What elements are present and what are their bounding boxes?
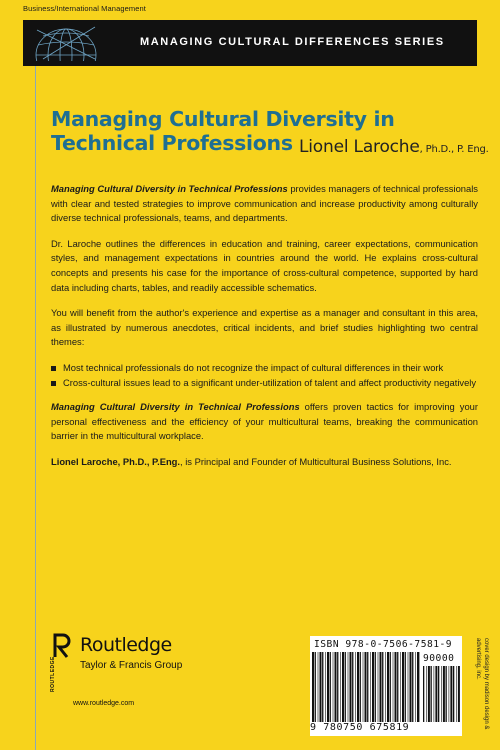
paragraph-tactics xyxy=(51,400,478,444)
bullet-square-icon xyxy=(51,366,56,371)
publisher-name: Routledge xyxy=(80,634,172,656)
bullet-text: Cross-cultural issues lead to a significant under-utilization of talent and affect productivity negatively xyxy=(63,376,477,388)
barcode-digits: 9 780750 675819 xyxy=(310,722,410,733)
barcode-addon-icon xyxy=(423,666,460,722)
barcode-block xyxy=(310,636,462,736)
barcode-icon xyxy=(312,652,420,722)
intro-book-title: Managing Cultural Diversity in Technical Professions xyxy=(51,183,288,194)
globe-icon xyxy=(33,25,99,61)
price-code: 90000 xyxy=(423,653,455,664)
publisher-group: Taylor & Francis Group xyxy=(80,660,183,671)
logo-side-text: ROUTLEDGE xyxy=(50,656,56,692)
tactics-book-title: Managing Cultural Diversity in Technical Professions xyxy=(51,401,300,413)
themes-list xyxy=(51,361,478,390)
book-title-line1: Managing Cultural Diversity in xyxy=(51,107,395,131)
bio-text: , is Principal and Founder of Multicultural Business Solutions, Inc. xyxy=(180,455,452,467)
description xyxy=(51,182,478,481)
series-title: MANAGING CULTURAL DIFFERENCES SERIES xyxy=(140,36,445,48)
paragraph-benefit: You will benefit from the author's experience and expertise as a manager and consultant in this area, as illustrated by numerous anecdotes, critical incidents, and brief studies highlighting two central themes: xyxy=(51,307,478,348)
author-bio xyxy=(51,455,478,470)
author-name: Lionel Laroche xyxy=(299,137,420,157)
publisher-url: www.routledge.com xyxy=(73,700,135,707)
author-degrees: , Ph.D., P. Eng. xyxy=(419,144,489,155)
routledge-logo-icon xyxy=(52,632,72,658)
paragraph-outline: Dr. Laroche outlines the differences in education and training, career expectations, communication styles, and management expectations in countries around the world. He explains cross-cultural concepts and presents his case for the importance of cross-cultural competence, supported by hard data including charts, tables, and readily accessible schematics. xyxy=(51,237,478,293)
category-label: Business/International Management xyxy=(23,4,146,13)
author-line xyxy=(299,137,489,157)
paragraph-intro xyxy=(51,182,478,226)
cover-credit: cover design by madison design & advertising, inc. xyxy=(475,638,489,730)
intro-text: provides managers of technical professionals with clear and tested strategies to improve communication and increase productivity among culturally diverse technical professionals, teams, and departments. xyxy=(51,183,478,224)
isbn-label: ISBN 978-0-7506-7581-9 xyxy=(314,639,453,650)
list-item xyxy=(51,376,478,391)
bullet-text: Most technical professionals do not recognize the impact of cultural differences in their work xyxy=(63,361,444,373)
bio-name: Lionel Laroche, Ph.D., P.Eng. xyxy=(51,455,181,467)
series-banner xyxy=(23,20,477,66)
tactics-text: offers proven tactics for improving your personal effectiveness and the efficiency of your multicultural teams, breaking the communication barrier in the multicultural workplace. xyxy=(51,401,478,442)
book-title-line2: Technical Professions xyxy=(51,131,293,155)
list-item xyxy=(51,361,478,376)
vertical-rule xyxy=(35,66,36,750)
bullet-square-icon xyxy=(51,381,56,386)
